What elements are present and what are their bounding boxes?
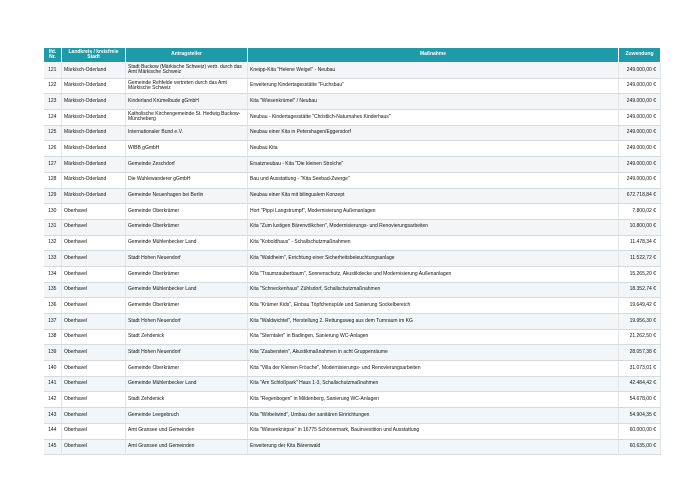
cell-nr: 122: [44, 78, 62, 94]
cell-nr: 142: [44, 392, 62, 408]
cell-zuwendung: 54.904,35 €: [619, 408, 661, 424]
cell-massnahme: Kita "Waldheim", Errichtung einer Sicherheitsbeleuchtungsanlage: [248, 251, 619, 267]
cell-antragsteller: Gemeinde Oberkrämer: [126, 298, 248, 314]
cell-landkreis: Oberhavel: [62, 266, 126, 282]
cell-massnahme: Neubau - Kindertagesstätte "Christlich-Naturnahes Kinderhaus": [248, 110, 619, 126]
table-row: [44, 392, 661, 408]
cell-landkreis: Oberhavel: [62, 392, 126, 408]
cell-zuwendung: 249.000,00 €: [619, 172, 661, 188]
cell-antragsteller: Gemeinde Oberkrämer: [126, 361, 248, 377]
cell-zuwendung: 7.800,02 €: [619, 204, 661, 220]
cell-zuwendung: 21.262,50 €: [619, 329, 661, 345]
cell-massnahme: Kita "Zauberstein", Akustikmaßnahmen in acht Gruppenräume: [248, 345, 619, 361]
cell-zuwendung: 672.718,84 €: [619, 188, 661, 204]
cell-massnahme: Kita "Regenbogen" in Mildenberg, Sanierung WC-Anlagen: [248, 392, 619, 408]
cell-landkreis: Oberhavel: [62, 361, 126, 377]
cell-zuwendung: 60.635,00 €: [619, 439, 661, 455]
cell-zuwendung: 60.000,00 €: [619, 423, 661, 439]
header-row: [44, 48, 661, 63]
table-row: [44, 204, 661, 220]
cell-antragsteller: Gemeinde Rehfelde vertreten durch das Amt Märkische Schweiz: [126, 78, 248, 94]
cell-landkreis: Oberhavel: [62, 204, 126, 220]
cell-zuwendung: 11.478,34 €: [619, 235, 661, 251]
cell-antragsteller: Amt Gransee und Gemeinden: [126, 423, 248, 439]
cell-landkreis: Oberhavel: [62, 235, 126, 251]
cell-massnahme: Kita "Wiesenknirpse" in 16775 Schönermark, Bauinvestition und Ausstattung: [248, 423, 619, 439]
cell-massnahme: Hort "Pippi Langstrumpf", Modernisierung Außenanlagen: [248, 204, 619, 220]
header-landkreis: Landkreis / kreisfreie Stadt: [62, 48, 126, 63]
cell-nr: 144: [44, 423, 62, 439]
cell-nr: 124: [44, 110, 62, 126]
funding-table: [43, 47, 661, 455]
cell-nr: 128: [44, 172, 62, 188]
cell-landkreis: Oberhavel: [62, 251, 126, 267]
cell-zuwendung: 249.000,00 €: [619, 94, 661, 110]
cell-antragsteller: Amt Gransee und Gemeinden: [126, 439, 248, 455]
cell-nr: 136: [44, 298, 62, 314]
cell-massnahme: Kita "Zum lustigen Bärenvölkchen", Modernisierungs- und Renovierungsarbeiten: [248, 219, 619, 235]
cell-zuwendung: 249.000,00 €: [619, 157, 661, 173]
table-row: [44, 188, 661, 204]
table-row: [44, 376, 661, 392]
cell-antragsteller: Gemeinde Mühlenbecker Land: [126, 376, 248, 392]
cell-zuwendung: 31.073,01 €: [619, 361, 661, 377]
cell-landkreis: Oberhavel: [62, 219, 126, 235]
cell-landkreis: Märkisch-Oderland: [62, 110, 126, 126]
cell-massnahme: Ersatzneubau - Kita "Die kleinen Strolche": [248, 157, 619, 173]
table-row: [44, 219, 661, 235]
cell-antragsteller: Stadt Hohen Neuendorf: [126, 345, 248, 361]
cell-massnahme: Kita "Koboldhaus" - Schallschutzmaßnahmen: [248, 235, 619, 251]
cell-massnahme: Kita "Schneckenhaus" Zühlsdorf, Schallschutzmaßnahmen: [248, 282, 619, 298]
cell-antragsteller: Gemeinde Oberkrämer: [126, 219, 248, 235]
table-row: [44, 251, 661, 267]
header-nr: lfd. Nr.: [44, 48, 62, 63]
cell-nr: 130: [44, 204, 62, 220]
cell-massnahme: Kita "Traumzauberbaum", Sonnenschutz, Akustikdecke und Modernisierung Außenanlagen: [248, 266, 619, 282]
table-row: [44, 298, 661, 314]
cell-landkreis: Märkisch-Oderland: [62, 172, 126, 188]
cell-zuwendung: 18.352,74 €: [619, 282, 661, 298]
table-row: [44, 141, 661, 157]
cell-zuwendung: 249.000,00 €: [619, 63, 661, 79]
table-row: [44, 266, 661, 282]
cell-nr: 133: [44, 251, 62, 267]
funding-table-sheet: [43, 47, 660, 455]
cell-nr: 121: [44, 63, 62, 79]
header-antragsteller: Antragsteller: [126, 48, 248, 63]
table-row: [44, 78, 661, 94]
cell-landkreis: Oberhavel: [62, 282, 126, 298]
cell-nr: 139: [44, 345, 62, 361]
cell-landkreis: Oberhavel: [62, 439, 126, 455]
cell-massnahme: Neubau Kita: [248, 141, 619, 157]
cell-massnahme: Neubau einer Kita mit bilingualem Konzept: [248, 188, 619, 204]
cell-nr: 141: [44, 376, 62, 392]
cell-massnahme: Kita "Villa der Kleinen Frösche", Modernisierungs- und Renovierungsarbeiten: [248, 361, 619, 377]
cell-zuwendung: 28.057,38 €: [619, 345, 661, 361]
cell-nr: 125: [44, 125, 62, 141]
cell-antragsteller: Gemeinde Oberkrämer: [126, 266, 248, 282]
cell-landkreis: Oberhavel: [62, 298, 126, 314]
cell-antragsteller: Katholische Kirchengemeinde St. Hedwig Buckow-Müncheberg: [126, 110, 248, 126]
cell-landkreis: Oberhavel: [62, 345, 126, 361]
cell-massnahme: Kita "Wiesenkrümel" / Neubau: [248, 94, 619, 110]
cell-massnahme: Neubau einer Kita in Petershagen/Eggersdorf: [248, 125, 619, 141]
cell-landkreis: Märkisch-Oderland: [62, 63, 126, 79]
cell-zuwendung: 19.649,42 €: [619, 298, 661, 314]
cell-nr: 123: [44, 94, 62, 110]
cell-antragsteller: Stadt Hohen Neuendorf: [126, 251, 248, 267]
cell-zuwendung: 249.000,00 €: [619, 125, 661, 141]
header-massnahme: Maßnahme: [248, 48, 619, 63]
cell-nr: 145: [44, 439, 62, 455]
table-row: [44, 423, 661, 439]
table-row: [44, 125, 661, 141]
cell-massnahme: Kita "Wirbelwind", Umbau der sanitären Einrichtungen: [248, 408, 619, 424]
cell-massnahme: Kita "Sterntaler" in Badingen, Sanierung WC-Anlagen: [248, 329, 619, 345]
cell-nr: 132: [44, 235, 62, 251]
cell-antragsteller: Stadt Buckow (Märkische Schweiz) vertr. durch das Amt Märkische Schweiz: [126, 63, 248, 79]
table-row: [44, 345, 661, 361]
cell-massnahme: Erweiterung der Kita Bärenwald: [248, 439, 619, 455]
cell-antragsteller: Gemeinde Neuenhagen bei Berlin: [126, 188, 248, 204]
table-row: [44, 235, 661, 251]
cell-massnahme: Kita "Am Schloßpark" Haus 1-3, Schallschutzmaßnahmen: [248, 376, 619, 392]
table-row: [44, 282, 661, 298]
cell-nr: 138: [44, 329, 62, 345]
table-body: [44, 63, 661, 455]
cell-landkreis: Märkisch-Oderland: [62, 157, 126, 173]
cell-antragsteller: Stadt Hohen Neuendorf: [126, 314, 248, 330]
cell-zuwendung: 42.484,42 €: [619, 376, 661, 392]
cell-antragsteller: Die Wuhlewanderer gGmbH: [126, 172, 248, 188]
cell-antragsteller: Gemeinde Mühlenbecker Land: [126, 235, 248, 251]
table-header: [44, 48, 661, 63]
cell-landkreis: Oberhavel: [62, 329, 126, 345]
table-row: [44, 408, 661, 424]
cell-antragsteller: Stadt Zehdenick: [126, 392, 248, 408]
cell-landkreis: Oberhavel: [62, 376, 126, 392]
cell-antragsteller: Kinderland Krümelbude gGmbH: [126, 94, 248, 110]
cell-massnahme: Kita "Waldwichtel", Herstellung 2. Rettungsweg aus dem Turnraum im KG: [248, 314, 619, 330]
cell-landkreis: Oberhavel: [62, 423, 126, 439]
cell-nr: 127: [44, 157, 62, 173]
cell-nr: 140: [44, 361, 62, 377]
cell-landkreis: Märkisch-Oderland: [62, 188, 126, 204]
cell-landkreis: Märkisch-Oderland: [62, 94, 126, 110]
cell-nr: 135: [44, 282, 62, 298]
cell-nr: 134: [44, 266, 62, 282]
cell-landkreis: Märkisch-Oderland: [62, 78, 126, 94]
table-row: [44, 314, 661, 330]
cell-massnahme: Kneipp-Kita "Helene Weigel" - Neubau: [248, 63, 619, 79]
table-row: [44, 172, 661, 188]
cell-nr: 126: [44, 141, 62, 157]
header-zuwendung: Zuwendung: [619, 48, 661, 63]
table-row: [44, 94, 661, 110]
cell-nr: 143: [44, 408, 62, 424]
cell-zuwendung: 11.522,72 €: [619, 251, 661, 267]
table-row: [44, 329, 661, 345]
cell-antragsteller: WIBB gGmbH: [126, 141, 248, 157]
cell-antragsteller: Gemeinde Mühlenbecker Land: [126, 282, 248, 298]
cell-antragsteller: Gemeinde Leegebruch: [126, 408, 248, 424]
cell-massnahme: Kita "Krämer Kids", Einbau Töpfchenspüle und Sanierung Sockelbereich: [248, 298, 619, 314]
cell-antragsteller: Gemeinde Zeschdorf: [126, 157, 248, 173]
cell-zuwendung: 249.000,00 €: [619, 110, 661, 126]
table-row: [44, 110, 661, 126]
cell-zuwendung: 15.265,20 €: [619, 266, 661, 282]
table-row: [44, 63, 661, 79]
cell-massnahme: Erweiterung Kindertagesstätte "Fuchsbau": [248, 78, 619, 94]
cell-landkreis: Märkisch-Oderland: [62, 125, 126, 141]
cell-landkreis: Oberhavel: [62, 408, 126, 424]
table-row: [44, 361, 661, 377]
table-row: [44, 439, 661, 455]
cell-antragsteller: Internationaler Bund e.V.: [126, 125, 248, 141]
cell-nr: 129: [44, 188, 62, 204]
cell-massnahme: Bau und Ausstattung - "Kita Seebad-Zwerge": [248, 172, 619, 188]
cell-zuwendung: 54.678,00 €: [619, 392, 661, 408]
cell-zuwendung: 249.000,00 €: [619, 141, 661, 157]
cell-landkreis: Märkisch-Oderland: [62, 141, 126, 157]
table-row: [44, 157, 661, 173]
cell-zuwendung: 249.000,00 €: [619, 78, 661, 94]
cell-zuwendung: 19.956,30 €: [619, 314, 661, 330]
cell-zuwendung: 10.800,00 €: [619, 219, 661, 235]
cell-antragsteller: Gemeinde Oberkrämer: [126, 204, 248, 220]
cell-antragsteller: Stadt Zehdenick: [126, 329, 248, 345]
cell-nr: 137: [44, 314, 62, 330]
cell-landkreis: Oberhavel: [62, 314, 126, 330]
cell-nr: 131: [44, 219, 62, 235]
